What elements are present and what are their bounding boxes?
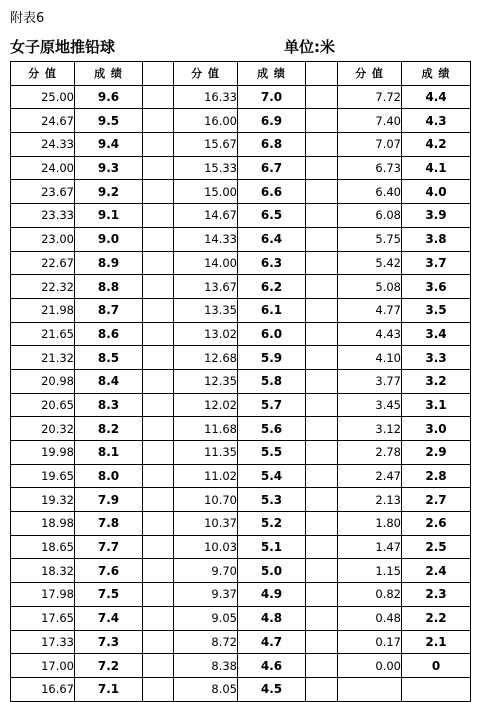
result-value-cell: 3.8: [402, 227, 471, 251]
result-value-cell: 5.8: [238, 369, 306, 393]
header-score-3: 分 值: [338, 62, 402, 86]
column-gap: [143, 535, 174, 559]
result-value-cell: 9.2: [75, 180, 143, 204]
table-row: [11, 559, 471, 583]
result-value-cell: 7.7: [75, 535, 143, 559]
table-row: [11, 630, 471, 654]
result-value-cell: 6.8: [238, 133, 306, 157]
result-value-cell: 8.8: [75, 275, 143, 299]
table-row: [11, 298, 471, 322]
score-value-cell: 19.32: [11, 488, 75, 512]
table-row: [11, 441, 471, 465]
result-value-cell: 9.5: [75, 109, 143, 133]
column-gap: [143, 583, 174, 607]
score-value-cell: 3.12: [338, 417, 402, 441]
header-row: [11, 62, 471, 86]
column-gap: [306, 85, 338, 109]
result-value-cell: 4.6: [238, 654, 306, 678]
score-value-cell: 9.70: [174, 559, 238, 583]
result-value-cell: 8.1: [75, 441, 143, 465]
result-value-cell: 5.5: [238, 441, 306, 465]
score-value-cell: 5.42: [338, 251, 402, 275]
column-gap: [143, 346, 174, 370]
result-value-cell: 6.2: [238, 275, 306, 299]
column-gap: [306, 346, 338, 370]
table-row: [11, 180, 471, 204]
score-value-cell: 0.82: [338, 583, 402, 607]
column-gap: [306, 630, 338, 654]
score-value-cell: 24.33: [11, 133, 75, 157]
table-row: [11, 109, 471, 133]
result-value-cell: 4.3: [402, 109, 471, 133]
column-gap: [143, 204, 174, 228]
score-value-cell: 10.70: [174, 488, 238, 512]
column-gap: [306, 298, 338, 322]
result-value-cell: 8.7: [75, 298, 143, 322]
score-value-cell: 6.73: [338, 156, 402, 180]
score-value-cell: 13.67: [174, 275, 238, 299]
result-value-cell: 8.9: [75, 251, 143, 275]
result-value-cell: 5.9: [238, 346, 306, 370]
score-value-cell: 16.67: [11, 677, 75, 701]
score-value-cell: 17.33: [11, 630, 75, 654]
score-value-cell: 7.40: [338, 109, 402, 133]
column-gap: [143, 109, 174, 133]
score-value-cell: 19.65: [11, 464, 75, 488]
result-value-cell: 8.5: [75, 346, 143, 370]
column-gap: [143, 393, 174, 417]
table-row: [11, 535, 471, 559]
result-value-cell: 8.4: [75, 369, 143, 393]
result-value-cell: 7.4: [75, 606, 143, 630]
result-value-cell: 3.0: [402, 417, 471, 441]
table-row: [11, 204, 471, 228]
score-value-cell: 20.65: [11, 393, 75, 417]
result-value-cell: 5.1: [238, 535, 306, 559]
result-value-cell: 4.1: [402, 156, 471, 180]
result-value-cell: 4.2: [402, 133, 471, 157]
column-gap: [143, 441, 174, 465]
column-gap: [306, 393, 338, 417]
result-value-cell: 7.5: [75, 583, 143, 607]
column-gap: [306, 464, 338, 488]
result-value-cell: 3.7: [402, 251, 471, 275]
result-value-cell: 7.8: [75, 512, 143, 536]
unit-label: 单位:米: [284, 38, 335, 56]
score-value-cell: 22.32: [11, 275, 75, 299]
score-value-cell: 3.77: [338, 369, 402, 393]
score-value-cell: 24.00: [11, 156, 75, 180]
column-gap: [143, 417, 174, 441]
result-value-cell: 3.5: [402, 298, 471, 322]
score-value-cell: 22.67: [11, 251, 75, 275]
result-value-cell: 9.6: [75, 85, 143, 109]
score-value-cell: 0.48: [338, 606, 402, 630]
score-value-cell: 23.00: [11, 227, 75, 251]
result-value-cell: 2.2: [402, 606, 471, 630]
result-value-cell: 5.2: [238, 512, 306, 536]
table-row: [11, 583, 471, 607]
column-gap: [143, 369, 174, 393]
score-value-cell: 8.38: [174, 654, 238, 678]
result-value-cell: 6.4: [238, 227, 306, 251]
column-gap: [143, 298, 174, 322]
score-value-cell: 2.47: [338, 464, 402, 488]
result-value-cell: 3.1: [402, 393, 471, 417]
column-gap: [306, 322, 338, 346]
table-row: [11, 393, 471, 417]
score-value-cell: 12.35: [174, 369, 238, 393]
score-value-cell: 14.33: [174, 227, 238, 251]
table-row: [11, 464, 471, 488]
score-value-cell: 18.65: [11, 535, 75, 559]
score-value-cell: 0.17: [338, 630, 402, 654]
score-value-cell: 15.33: [174, 156, 238, 180]
result-value-cell: 4.7: [238, 630, 306, 654]
column-gap: [306, 535, 338, 559]
header-result-2: 成 绩: [238, 62, 306, 86]
column-gap: [306, 133, 338, 157]
table-row: [11, 251, 471, 275]
score-value-cell: 3.45: [338, 393, 402, 417]
column-gap: [306, 606, 338, 630]
result-value-cell: 5.3: [238, 488, 306, 512]
header-score-2: 分 值: [174, 62, 238, 86]
score-value-cell: 5.08: [338, 275, 402, 299]
score-value-cell: 1.47: [338, 535, 402, 559]
column-gap: [306, 654, 338, 678]
score-value-cell: 4.77: [338, 298, 402, 322]
result-value-cell: 8.0: [75, 464, 143, 488]
column-gap: [306, 488, 338, 512]
column-gap: [143, 322, 174, 346]
column-gap: [143, 156, 174, 180]
table-row: [11, 133, 471, 157]
result-value-cell: 2.4: [402, 559, 471, 583]
score-value-cell: 17.65: [11, 606, 75, 630]
score-value-cell: 13.02: [174, 322, 238, 346]
score-value-cell: 11.02: [174, 464, 238, 488]
table-row: [11, 85, 471, 109]
score-value-cell: 6.08: [338, 204, 402, 228]
result-value-cell: 4.5: [238, 677, 306, 701]
column-gap: [306, 512, 338, 536]
score-value-cell: 13.35: [174, 298, 238, 322]
score-value-cell: 23.33: [11, 204, 75, 228]
column-gap: [143, 630, 174, 654]
score-value-cell: 8.05: [174, 677, 238, 701]
result-value-cell: 2.6: [402, 512, 471, 536]
result-value-cell: 6.9: [238, 109, 306, 133]
result-value-cell: 7.0: [238, 85, 306, 109]
result-value-cell: 8.3: [75, 393, 143, 417]
table-row: [11, 677, 471, 701]
column-gap: [306, 156, 338, 180]
column-gap: [306, 251, 338, 275]
column-gap: [306, 559, 338, 583]
score-value-cell: 11.35: [174, 441, 238, 465]
appendix-label: 附表6: [10, 11, 45, 26]
result-value-cell: 9.0: [75, 227, 143, 251]
result-value-cell: 9.1: [75, 204, 143, 228]
score-value-cell: 17.98: [11, 583, 75, 607]
result-value-cell: 7.2: [75, 654, 143, 678]
result-value-cell: 2.3: [402, 583, 471, 607]
score-value-cell: 6.40: [338, 180, 402, 204]
table-row: [11, 417, 471, 441]
score-value-cell: 20.32: [11, 417, 75, 441]
score-value-cell: 14.67: [174, 204, 238, 228]
column-gap: [143, 251, 174, 275]
column-gap: [306, 109, 338, 133]
column-gap: [143, 464, 174, 488]
table-row: [11, 346, 471, 370]
header-score-1: 分 值: [11, 62, 75, 86]
result-value-cell: 3.3: [402, 346, 471, 370]
column-gap: [143, 654, 174, 678]
score-value-cell: 14.00: [174, 251, 238, 275]
score-value-cell: 16.00: [174, 109, 238, 133]
column-gap: [143, 275, 174, 299]
score-value-cell: 12.02: [174, 393, 238, 417]
score-value-cell: 20.98: [11, 369, 75, 393]
score-value-cell: 1.80: [338, 512, 402, 536]
result-value-cell: 9.4: [75, 133, 143, 157]
score-value-cell: 16.33: [174, 85, 238, 109]
column-gap: [143, 180, 174, 204]
table-row: [11, 369, 471, 393]
result-value-cell: 6.6: [238, 180, 306, 204]
result-value-cell: 6.3: [238, 251, 306, 275]
score-value-cell: 7.72: [338, 85, 402, 109]
score-value-cell: 17.00: [11, 654, 75, 678]
score-value-cell: 12.68: [174, 346, 238, 370]
score-value-cell: 2.78: [338, 441, 402, 465]
result-value-cell: 4.0: [402, 180, 471, 204]
column-gap: [143, 85, 174, 109]
result-value-cell: 3.6: [402, 275, 471, 299]
header-result-3: 成 绩: [402, 62, 471, 86]
score-value-cell: 21.65: [11, 322, 75, 346]
column-gap: [143, 133, 174, 157]
result-value-cell: [402, 677, 471, 701]
result-value-cell: 2.8: [402, 464, 471, 488]
score-value-cell: 9.37: [174, 583, 238, 607]
header-result-1: 成 绩: [75, 62, 143, 86]
column-gap: [306, 583, 338, 607]
table-row: [11, 227, 471, 251]
result-value-cell: 4.4: [402, 85, 471, 109]
result-value-cell: 6.7: [238, 156, 306, 180]
table-row: [11, 512, 471, 536]
column-gap: [306, 62, 338, 86]
score-table: [10, 61, 471, 702]
table-row: [11, 275, 471, 299]
column-gap: [306, 369, 338, 393]
score-value-cell: 2.13: [338, 488, 402, 512]
result-value-cell: 2.1: [402, 630, 471, 654]
score-value-cell: 5.75: [338, 227, 402, 251]
table-row: [11, 606, 471, 630]
score-value-cell: 25.00: [11, 85, 75, 109]
score-value-cell: 7.07: [338, 133, 402, 157]
score-value-cell: 8.72: [174, 630, 238, 654]
score-value-cell: 11.68: [174, 417, 238, 441]
result-value-cell: 6.5: [238, 204, 306, 228]
result-value-cell: 8.2: [75, 417, 143, 441]
score-value-cell: 10.37: [174, 512, 238, 536]
score-value-cell: 0.00: [338, 654, 402, 678]
table-row: [11, 156, 471, 180]
score-value-cell: 18.98: [11, 512, 75, 536]
score-value-cell: 18.32: [11, 559, 75, 583]
column-gap: [143, 559, 174, 583]
column-gap: [306, 180, 338, 204]
result-value-cell: 2.7: [402, 488, 471, 512]
result-value-cell: 5.7: [238, 393, 306, 417]
result-value-cell: 7.1: [75, 677, 143, 701]
table-title: 女子原地推铅球: [10, 38, 116, 56]
score-value-cell: 15.00: [174, 180, 238, 204]
result-value-cell: 4.8: [238, 606, 306, 630]
score-value-cell: 4.10: [338, 346, 402, 370]
column-gap: [306, 227, 338, 251]
column-gap: [306, 204, 338, 228]
column-gap: [143, 62, 174, 86]
result-value-cell: 7.6: [75, 559, 143, 583]
column-gap: [143, 488, 174, 512]
result-value-cell: 7.9: [75, 488, 143, 512]
result-value-cell: 5.0: [238, 559, 306, 583]
result-value-cell: 3.4: [402, 322, 471, 346]
column-gap: [143, 512, 174, 536]
column-gap: [143, 677, 174, 701]
result-value-cell: 3.9: [402, 204, 471, 228]
column-gap: [143, 606, 174, 630]
result-value-cell: 6.1: [238, 298, 306, 322]
result-value-cell: 5.4: [238, 464, 306, 488]
result-value-cell: 9.3: [75, 156, 143, 180]
column-gap: [143, 227, 174, 251]
table-row: [11, 488, 471, 512]
column-gap: [306, 441, 338, 465]
result-value-cell: 7.3: [75, 630, 143, 654]
result-value-cell: 2.5: [402, 535, 471, 559]
result-value-cell: 4.9: [238, 583, 306, 607]
result-value-cell: 0: [402, 654, 471, 678]
score-value-cell: 19.98: [11, 441, 75, 465]
score-value-cell: 24.67: [11, 109, 75, 133]
score-value-cell: 1.15: [338, 559, 402, 583]
score-value-cell: 9.05: [174, 606, 238, 630]
column-gap: [306, 275, 338, 299]
column-gap: [306, 417, 338, 441]
score-value-cell: 23.67: [11, 180, 75, 204]
score-value-cell: 4.43: [338, 322, 402, 346]
result-value-cell: 2.9: [402, 441, 471, 465]
result-value-cell: 3.2: [402, 369, 471, 393]
result-value-cell: 6.0: [238, 322, 306, 346]
table-row: [11, 322, 471, 346]
score-value-cell: [338, 677, 402, 701]
column-gap: [306, 677, 338, 701]
score-value-cell: 21.98: [11, 298, 75, 322]
table-row: [11, 654, 471, 678]
result-value-cell: 8.6: [75, 322, 143, 346]
result-value-cell: 5.6: [238, 417, 306, 441]
score-value-cell: 21.32: [11, 346, 75, 370]
score-value-cell: 15.67: [174, 133, 238, 157]
score-value-cell: 10.03: [174, 535, 238, 559]
